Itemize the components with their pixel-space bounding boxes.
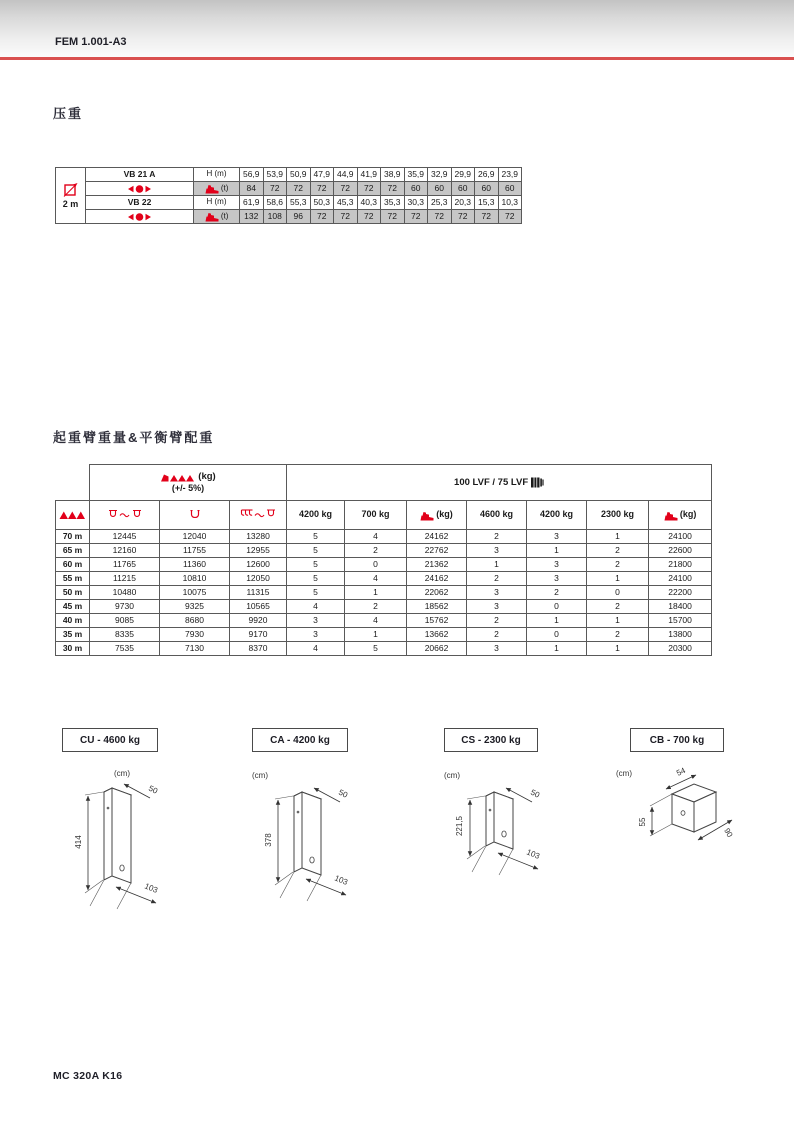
top-dim-label: 50 bbox=[147, 783, 160, 796]
config-value-cell: 0 bbox=[527, 600, 587, 614]
ballast-value-cell: 72 bbox=[334, 210, 358, 224]
ballast-value-cell: 72 bbox=[475, 210, 499, 224]
config-value-cell: 3 bbox=[527, 558, 587, 572]
jib-length-cell: 55 m bbox=[56, 572, 90, 586]
block-label-cu: CU - 4600 kg bbox=[62, 728, 158, 752]
depth-dim-label: 103 bbox=[143, 881, 160, 895]
height-value-cell: 25,3 bbox=[428, 196, 452, 210]
counterweight-4200b-header: 4200 kg bbox=[527, 501, 587, 530]
config-value-cell: 5 bbox=[287, 558, 345, 572]
config-value-cell: 3 bbox=[287, 614, 345, 628]
ballast-table bbox=[55, 167, 522, 224]
slewing-radius-icon bbox=[127, 184, 152, 194]
config-value-cell: 12955 bbox=[230, 544, 287, 558]
jib-length-cell: 50 m bbox=[56, 586, 90, 600]
config-value-cell: 10480 bbox=[90, 586, 160, 600]
jib-length-cell: 65 m bbox=[56, 544, 90, 558]
height-label-cell: H (m) bbox=[194, 168, 240, 182]
config-value-cell: 10075 bbox=[160, 586, 230, 600]
config-value-cell: 4 bbox=[345, 530, 407, 544]
config-value-cell: 3 bbox=[467, 642, 527, 656]
top-dim-label: 50 bbox=[529, 787, 542, 800]
ballast-value-cell: 72 bbox=[381, 210, 405, 224]
ballast-value-cell: 84 bbox=[240, 182, 264, 196]
ballast-value-cell: 96 bbox=[287, 210, 311, 224]
height-value-cell: 40,3 bbox=[357, 196, 381, 210]
config-value-cell: 4 bbox=[287, 600, 345, 614]
config-value-cell: 2 bbox=[345, 544, 407, 558]
config-value-cell: 9325 bbox=[160, 600, 230, 614]
config-value-cell: 8680 bbox=[160, 614, 230, 628]
ballast-table-body bbox=[56, 168, 522, 224]
height-dim-label: 55 bbox=[638, 817, 647, 827]
config-value-cell: 10810 bbox=[160, 572, 230, 586]
depth-dim-label: 103 bbox=[525, 847, 542, 861]
height-value-cell: 29,9 bbox=[451, 168, 475, 182]
config-value-cell: 20662 bbox=[407, 642, 467, 656]
config-value-cell: 8335 bbox=[90, 628, 160, 642]
ballast-value-cell: 60 bbox=[428, 182, 452, 196]
dimension-diagram-ca bbox=[248, 760, 398, 915]
config-value-cell: 3 bbox=[467, 544, 527, 558]
ballast-value-cell: 60 bbox=[475, 182, 499, 196]
counterweight-700-header: 700 kg bbox=[345, 501, 407, 530]
config-value-cell: 7535 bbox=[90, 642, 160, 656]
config-value-cell: 2 bbox=[587, 544, 649, 558]
height-value-cell: 26,9 bbox=[475, 168, 499, 182]
ballast-value-cell: 108 bbox=[263, 210, 287, 224]
config-value-cell: 3 bbox=[287, 628, 345, 642]
hook-icon bbox=[188, 509, 202, 521]
config-value-cell: 13800 bbox=[649, 628, 712, 642]
config-value-cell: 1 bbox=[587, 530, 649, 544]
ballast-value-cell: 72 bbox=[381, 182, 405, 196]
jib-table-body bbox=[56, 530, 712, 656]
config-value-cell: 1 bbox=[587, 642, 649, 656]
height-value-cell: 38,9 bbox=[381, 168, 405, 182]
jib-config-row bbox=[56, 544, 712, 558]
mast-section-cell bbox=[56, 168, 86, 224]
ballast-tonnage-row bbox=[56, 210, 522, 224]
height-value-cell: 61,9 bbox=[240, 196, 264, 210]
config-value-cell: 20300 bbox=[649, 642, 712, 656]
jib-section-title: 起重臂重量&平衡臂配重 bbox=[53, 430, 215, 445]
trolley-pair-icon bbox=[108, 509, 142, 521]
config-value-cell: 0 bbox=[345, 558, 407, 572]
ballast-icon bbox=[664, 510, 678, 521]
config-value-cell: 11315 bbox=[230, 586, 287, 600]
config-value-cell: 24100 bbox=[649, 530, 712, 544]
config-value-cell: 9085 bbox=[90, 614, 160, 628]
config-value-cell: 22062 bbox=[407, 586, 467, 600]
config-value-cell: 9170 bbox=[230, 628, 287, 642]
total-ballast-kg-header-1 bbox=[407, 501, 467, 530]
height-value-cell: 55,3 bbox=[287, 196, 311, 210]
config-value-cell: 2 bbox=[527, 586, 587, 600]
config-value-cell: 5 bbox=[287, 530, 345, 544]
dimension-diagram-cb bbox=[612, 760, 762, 880]
config-value-cell: 24100 bbox=[649, 572, 712, 586]
config-value-cell: 4 bbox=[345, 572, 407, 586]
ballast-tonnage-row bbox=[56, 182, 522, 196]
config-value-cell: 1 bbox=[587, 614, 649, 628]
t-unit-label: (t) bbox=[220, 211, 229, 221]
config-value-cell: 18400 bbox=[649, 600, 712, 614]
config-value-cell: 3 bbox=[527, 572, 587, 586]
config-value-cell: 9730 bbox=[90, 600, 160, 614]
jib-length-cell: 45 m bbox=[56, 600, 90, 614]
config-value-cell: 4 bbox=[287, 642, 345, 656]
config-value-cell: 11765 bbox=[90, 558, 160, 572]
unit-label: (cm) bbox=[616, 769, 632, 778]
config-value-cell: 2 bbox=[587, 558, 649, 572]
ballast-height-row bbox=[56, 168, 522, 182]
ballast-value-cell: 132 bbox=[240, 210, 264, 224]
config-value-cell: 2 bbox=[345, 600, 407, 614]
jib-truss-header-cell bbox=[56, 501, 90, 530]
hook-group-header-cell bbox=[230, 501, 287, 530]
height-label-cell: H (m) bbox=[194, 196, 240, 210]
config-value-cell: 13662 bbox=[407, 628, 467, 642]
mast-section-icon bbox=[62, 181, 79, 198]
slewing-icon-cell bbox=[86, 182, 194, 196]
height-value-cell: 53,9 bbox=[263, 168, 287, 182]
jib-weight-header-cell bbox=[90, 465, 287, 501]
ballast-value-cell: 72 bbox=[428, 210, 452, 224]
jib-length-cell: 35 m bbox=[56, 628, 90, 642]
jib-length-cell: 40 m bbox=[56, 614, 90, 628]
config-value-cell: 22200 bbox=[649, 586, 712, 600]
ballast-height-row bbox=[56, 196, 522, 210]
height-value-cell: 10,3 bbox=[498, 196, 522, 210]
config-value-cell: 9920 bbox=[230, 614, 287, 628]
block-label-ca: CA - 4200 kg bbox=[252, 728, 348, 752]
dimension-diagram-cu bbox=[58, 760, 208, 925]
config-value-cell: 24162 bbox=[407, 572, 467, 586]
ballast-label-cell bbox=[194, 210, 240, 224]
mast-width-label: 2 m bbox=[62, 199, 79, 210]
jib-truss-icon bbox=[59, 510, 87, 520]
config-value-cell: 22600 bbox=[649, 544, 712, 558]
jib-config-row bbox=[56, 628, 712, 642]
config-value-cell: 15762 bbox=[407, 614, 467, 628]
dimension-diagram-cs bbox=[440, 760, 590, 895]
config-value-cell: 1 bbox=[527, 642, 587, 656]
config-value-cell: 2 bbox=[467, 628, 527, 642]
height-value-cell: 30,3 bbox=[404, 196, 428, 210]
height-dim-label: 414 bbox=[74, 835, 83, 849]
config-value-cell: 2 bbox=[467, 530, 527, 544]
config-value-cell: 5 bbox=[287, 572, 345, 586]
trolley-pair-header-cell bbox=[90, 501, 160, 530]
ballast-value-cell: 72 bbox=[357, 182, 381, 196]
height-value-cell: 35,3 bbox=[381, 196, 405, 210]
jib-config-row bbox=[56, 600, 712, 614]
config-value-cell: 1 bbox=[345, 628, 407, 642]
jib-config-row bbox=[56, 572, 712, 586]
height-value-cell: 47,9 bbox=[310, 168, 334, 182]
config-value-cell: 7930 bbox=[160, 628, 230, 642]
jib-length-cell: 70 m bbox=[56, 530, 90, 544]
depth-dim-label: 90 bbox=[722, 826, 735, 839]
config-value-cell: 2 bbox=[467, 572, 527, 586]
t-unit-label: (t) bbox=[220, 183, 229, 193]
block-label-cs: CS - 2300 kg bbox=[444, 728, 538, 752]
height-value-cell: 58,6 bbox=[263, 196, 287, 210]
config-value-cell: 12445 bbox=[90, 530, 160, 544]
empty-corner-cell bbox=[56, 465, 90, 501]
config-value-cell: 3 bbox=[467, 600, 527, 614]
ballast-value-cell: 60 bbox=[451, 182, 475, 196]
config-value-cell: 1 bbox=[467, 558, 527, 572]
jib-config-row bbox=[56, 642, 712, 656]
depth-dim-label: 103 bbox=[333, 873, 350, 887]
ballast-value-cell: 72 bbox=[287, 182, 311, 196]
height-value-cell: 20,3 bbox=[451, 196, 475, 210]
config-value-cell: 2 bbox=[587, 628, 649, 642]
config-value-cell: 11360 bbox=[160, 558, 230, 572]
height-value-cell: 15,3 bbox=[475, 196, 499, 210]
height-value-cell: 23,9 bbox=[498, 168, 522, 182]
config-value-cell: 1 bbox=[345, 586, 407, 600]
config-value-cell: 5 bbox=[287, 586, 345, 600]
total-ballast-kg-header-2 bbox=[649, 501, 712, 530]
top-dim-label: 54 bbox=[675, 765, 687, 778]
ballast-value-cell: 72 bbox=[310, 182, 334, 196]
height-value-cell: 45,3 bbox=[334, 196, 358, 210]
config-value-cell: 5 bbox=[345, 642, 407, 656]
config-value-cell: 10565 bbox=[230, 600, 287, 614]
config-value-cell: 21800 bbox=[649, 558, 712, 572]
config-value-cell: 2 bbox=[587, 600, 649, 614]
jib-config-row bbox=[56, 558, 712, 572]
height-dim-label: 378 bbox=[264, 833, 273, 847]
jib-length-cell: 60 m bbox=[56, 558, 90, 572]
hook-header-cell bbox=[160, 501, 230, 530]
config-value-cell: 12050 bbox=[230, 572, 287, 586]
version-name-cell: VB 21 A bbox=[86, 168, 194, 182]
lvf-label: 100 LVF / 75 LVF bbox=[454, 476, 529, 488]
jib-config-row bbox=[56, 586, 712, 600]
lvf-header-cell bbox=[287, 465, 712, 501]
config-value-cell: 4 bbox=[345, 614, 407, 628]
header-band bbox=[0, 0, 794, 57]
ballast-icon bbox=[205, 211, 219, 222]
config-value-cell: 3 bbox=[467, 586, 527, 600]
height-value-cell: 35,9 bbox=[404, 168, 428, 182]
config-value-cell: 13280 bbox=[230, 530, 287, 544]
version-name-cell: VB 22 bbox=[86, 196, 194, 210]
ballast-icon bbox=[205, 183, 219, 194]
ballast-value-cell: 60 bbox=[498, 182, 522, 196]
ballast-label-cell bbox=[194, 182, 240, 196]
ballast-value-cell: 72 bbox=[334, 182, 358, 196]
height-value-cell: 50,3 bbox=[310, 196, 334, 210]
config-value-cell: 7130 bbox=[160, 642, 230, 656]
config-value-cell: 22762 bbox=[407, 544, 467, 558]
height-value-cell: 50,9 bbox=[287, 168, 311, 182]
config-value-cell: 0 bbox=[587, 586, 649, 600]
height-value-cell: 32,9 bbox=[428, 168, 452, 182]
height-value-cell: 44,9 bbox=[334, 168, 358, 182]
config-value-cell: 11755 bbox=[160, 544, 230, 558]
ballast-kg-label-2: (kg) bbox=[679, 509, 697, 520]
config-value-cell: 3 bbox=[527, 530, 587, 544]
jib-counterweight-table bbox=[55, 464, 712, 656]
ballast-section-title: 压重 bbox=[53, 106, 84, 121]
hook-group-icon bbox=[240, 509, 276, 521]
ballast-icon bbox=[420, 510, 434, 521]
config-value-cell: 24162 bbox=[407, 530, 467, 544]
ballast-value-cell: 72 bbox=[498, 210, 522, 224]
config-value-cell: 5 bbox=[287, 544, 345, 558]
config-value-cell: 12040 bbox=[160, 530, 230, 544]
jib-config-row bbox=[56, 530, 712, 544]
counterweight-2300-header: 2300 kg bbox=[587, 501, 649, 530]
jib-weight-icon bbox=[160, 472, 196, 483]
ballast-value-cell: 60 bbox=[404, 182, 428, 196]
jib-config-row bbox=[56, 614, 712, 628]
red-divider bbox=[0, 57, 794, 60]
ballast-value-cell: 72 bbox=[357, 210, 381, 224]
slewing-radius-icon bbox=[127, 212, 152, 222]
slewing-icon-cell bbox=[86, 210, 194, 224]
counterweight-4600-header: 4600 kg bbox=[467, 501, 527, 530]
unit-label: (cm) bbox=[444, 771, 460, 780]
config-value-cell: 1 bbox=[527, 544, 587, 558]
config-value-cell: 8370 bbox=[230, 642, 287, 656]
counterweight-4200-header: 4200 kg bbox=[287, 501, 345, 530]
block-label-cb: CB - 700 kg bbox=[630, 728, 724, 752]
winch-icon bbox=[530, 476, 544, 489]
height-value-cell: 56,9 bbox=[240, 168, 264, 182]
config-value-cell: 0 bbox=[527, 628, 587, 642]
standard-reference: FEM 1.001-A3 bbox=[55, 36, 127, 48]
ballast-value-cell: 72 bbox=[310, 210, 334, 224]
ballast-kg-label-1: (kg) bbox=[436, 509, 453, 520]
tolerance-label: (+/- 5%) bbox=[171, 482, 205, 493]
config-value-cell: 2 bbox=[467, 614, 527, 628]
config-value-cell: 12600 bbox=[230, 558, 287, 572]
top-dim-label: 50 bbox=[337, 787, 350, 800]
config-value-cell: 21362 bbox=[407, 558, 467, 572]
height-dim-label: 221,5 bbox=[455, 815, 464, 837]
height-value-cell: 41,9 bbox=[357, 168, 381, 182]
config-value-cell: 12160 bbox=[90, 544, 160, 558]
config-value-cell: 15700 bbox=[649, 614, 712, 628]
jib-header-row-2 bbox=[56, 501, 712, 530]
ballast-value-cell: 72 bbox=[263, 182, 287, 196]
jib-header-row-1 bbox=[56, 465, 712, 501]
config-value-cell: 11215 bbox=[90, 572, 160, 586]
ballast-value-cell: 72 bbox=[451, 210, 475, 224]
unit-label: (cm) bbox=[252, 771, 268, 780]
config-value-cell: 1 bbox=[527, 614, 587, 628]
unit-label: (cm) bbox=[114, 769, 130, 778]
jib-length-cell: 30 m bbox=[56, 642, 90, 656]
config-value-cell: 18562 bbox=[407, 600, 467, 614]
jib-weight-unit-label: (kg) bbox=[198, 471, 216, 483]
ballast-value-cell: 72 bbox=[404, 210, 428, 224]
model-footer: MC 320A K16 bbox=[53, 1070, 123, 1082]
config-value-cell: 1 bbox=[587, 572, 649, 586]
